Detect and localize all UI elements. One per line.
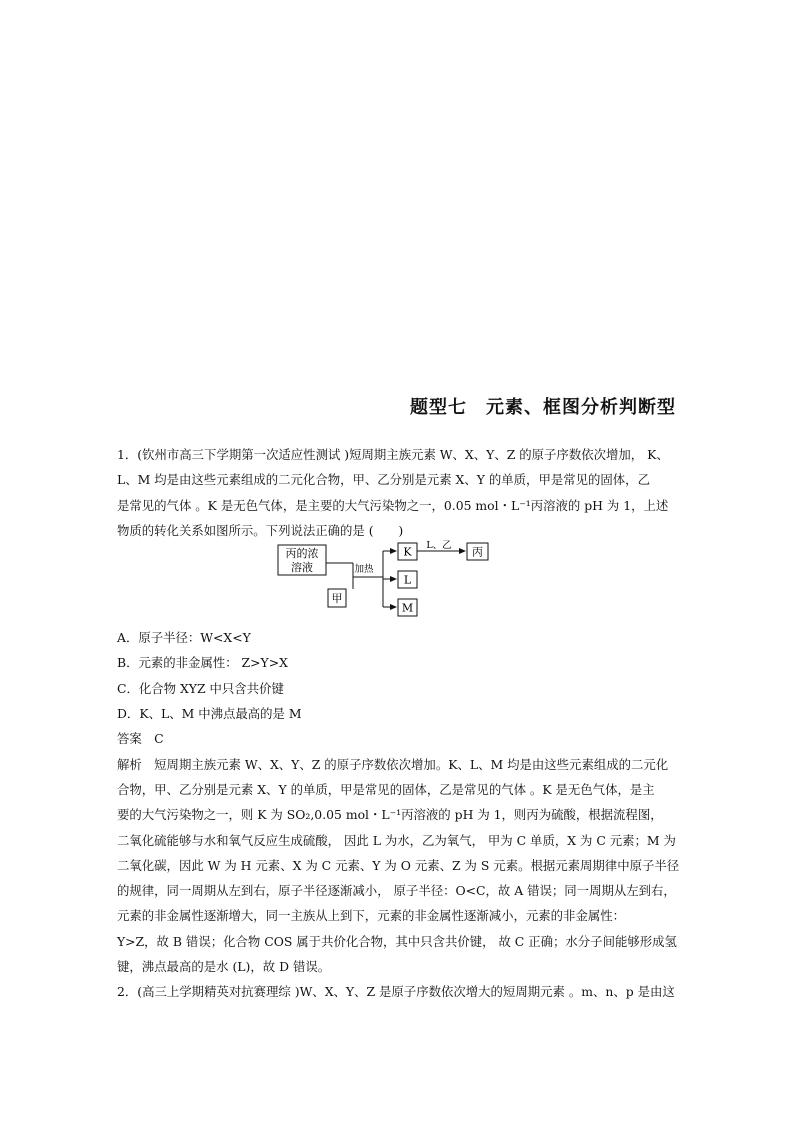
content-body [117, 442, 680, 1005]
question-1-options [117, 625, 677, 726]
box-jia-label: 甲 [331, 592, 343, 606]
box-m-label: M [401, 601, 414, 615]
analysis [117, 752, 680, 980]
question-line: 2．(高三上学期精英对抗赛理综 )W、X、Y、Z 是原子序数依次增大的短周期元素 。m、n、p 是由这 [117, 984, 675, 1000]
conversion-diagram [117, 540, 677, 621]
option-a: A．原子半径：W<X<Y [117, 630, 251, 646]
question-line: 1．(钦州市高三下学期第一次适应性测试 )短周期主族元素 W、X、Y、Z 的原子序数依次增加， K、 [117, 447, 669, 462]
analysis-line: 解析 短周期主族元素 W、X、Y、Z 的原子序数依次增加。K、L、M 均是由这些元素组成的二元化 [117, 756, 669, 772]
box-l-label: L [403, 573, 412, 587]
conversion-diagram-svg [117, 540, 677, 623]
analysis-line: 要的大气污染物之一，则 K 为 SO₂,0.05 mol・L⁻¹丙溶液的 pH 为 1，则丙为硫酸，根据流程图， [117, 807, 663, 823]
option-d: D．K、L、M 中沸点最高的是 M [117, 706, 302, 722]
question-1-stem [117, 442, 677, 543]
question-line: L、M 均是由这些元素组成的二元化合物，甲、乙分别是元素 X、Y 的单质，甲是常见的固体，乙 [117, 472, 650, 488]
option-c: C．化合物 XYZ 中只含共价键 [117, 680, 284, 696]
arrow-label-l-yi: L、乙 [426, 540, 452, 552]
analysis-line: 的规律，同一周期从左到右，原子半径逐渐减小， 原子半径：O<C，故 A 错误；同一周期从左到右， [117, 883, 676, 899]
box-bing-line1: 丙的浓 [285, 547, 319, 561]
analysis-line: 二氧化硫能够与水和氧气反应生成硫酸， 因此 L 为水，乙为氧气， 甲为 C 单质，X 为 C 元素；M 为 [117, 832, 676, 848]
analysis-line: 合物，甲、乙分别是元素 X、Y 的单质，甲是常见的固体，乙是常见的气体 。K 是无色气体，是主 [117, 781, 655, 797]
question-line: 是常见的气体 。K 是无色气体，是主要的大气污染物之一，0.05 mol・L⁻¹丙溶液的 pH 为 1，上述 [117, 497, 669, 513]
box-bing-label: 丙 [472, 545, 483, 559]
question-line: 物质的转化关系如图所示。下列说法正确的是 ( ) [117, 522, 404, 538]
box-bing-line2: 溶液 [291, 561, 313, 575]
section-title: 题型七 元素、框图分析判断型 [410, 397, 676, 418]
analysis-line: 键，沸点最高的是水 (L)，故 D 错误。 [117, 959, 331, 975]
analysis-line: Y>Z，故 B 错误；化合物 COS 属于共价化合物，其中只含共价键， 故 C 正确；水分子间能够形成氢 [117, 933, 677, 949]
analysis-line: 元素的非金属性逐渐增大，同一主族从上到下，元素的非金属性逐渐减小，元素的非金属性： [117, 908, 626, 924]
option-b: B．元素的非金属性： Z>Y>X [117, 655, 288, 671]
question-2-stem [117, 979, 677, 1004]
analysis-line: 二氧化碳，因此 W 为 H 元素、X 为 C 元素、Y 为 O 元素、Z 为 S 元素。根据元素周期律中原子半径 [117, 857, 680, 873]
condition-heating: 加热 [354, 564, 374, 576]
box-k-label: K [403, 545, 412, 559]
answer: 答案 C [117, 731, 164, 747]
